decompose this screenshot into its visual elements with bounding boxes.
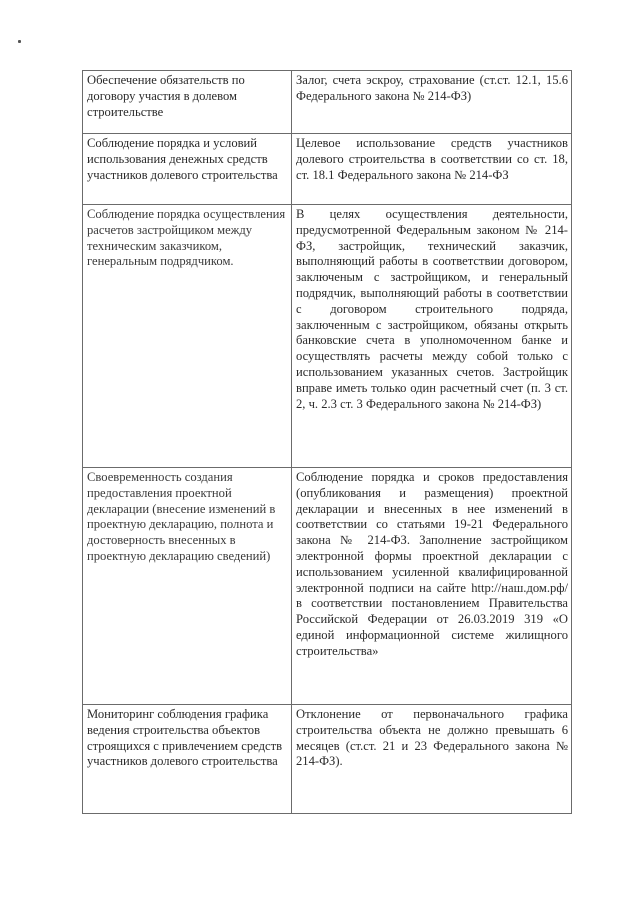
scan-artifact-dot	[18, 40, 21, 43]
requirement-cell: Соблюдение порядка осуществления расчетов застройщиком между техническим заказчиком, генеральным подрядчиком.	[83, 205, 292, 468]
requirement-cell: Соблюдение порядка и условий использования денежных средств участников долевого строительства	[83, 134, 292, 205]
table-row	[83, 134, 572, 205]
table-row	[83, 705, 572, 814]
table-row	[83, 71, 572, 134]
requirement-cell: Мониторинг соблюдения графика ведения строительства объектов строящихся с привлечением средств участников долевого строительства	[83, 705, 292, 814]
requirements-table	[82, 70, 572, 814]
requirement-cell: Своевременность создания предоставления проектной декларации (внесение изменений в проектную декларацию, полнота и достоверность внесенных в проектную декларацию сведений)	[83, 468, 292, 705]
table-row	[83, 205, 572, 468]
requirement-cell: Обеспечение обязательств по договору участия в долевом строительстве	[83, 71, 292, 134]
table-row	[83, 468, 572, 705]
description-cell: Целевое использование средств участников долевого строительства в соответствии со ст. 18, ст. 18.1 Федерального закона № 214-ФЗ	[292, 134, 572, 205]
description-cell: Соблюдение порядка и сроков предоставления (опубликования и размещения) проектной декларации и внесенных в нее изменений в соответствии со статьями 19-21 Федерального закона № 214-ФЗ. Заполнение застройщиком электронной формы проектной декларации с использованием усиленной квалифицированной электронной подписи на сайте http://наш.дом.рф/ в соответствии постановлением Правительства Российской Федерации от 26.03.2019 319 «О единой информационной системе жилищного строительства»	[292, 468, 572, 705]
description-cell: Залог, счета эскроу, страхование (ст.ст. 12.1, 15.6 Федерального закона № 214-ФЗ)	[292, 71, 572, 134]
description-cell: Отклонение от первоначального графика строительства объекта не должно превышать 6 месяцев (ст.ст. 21 и 23 Федерального закона № 214-ФЗ).	[292, 705, 572, 814]
description-cell: В целях осуществления деятельности, предусмотренной Федеральным законом № 214-ФЗ, застройщик, технический заказчик, выполняющий работы в соответствии договором, заключеным с застройщиком, и генеральный подрядчик, выполняющий работы в соответствии с договором строительного подряда, заключенным с застройщиком, обязаны открыть банковские счета в уполномоченном банке и осуществлять расчеты между собой только с использованием указанных счетов. Застройщик вправе иметь только один расчетный счет (п. 3 ст. 2, ч. 2.3 ст. 3 Федерального закона № 214-ФЗ)	[292, 205, 572, 468]
